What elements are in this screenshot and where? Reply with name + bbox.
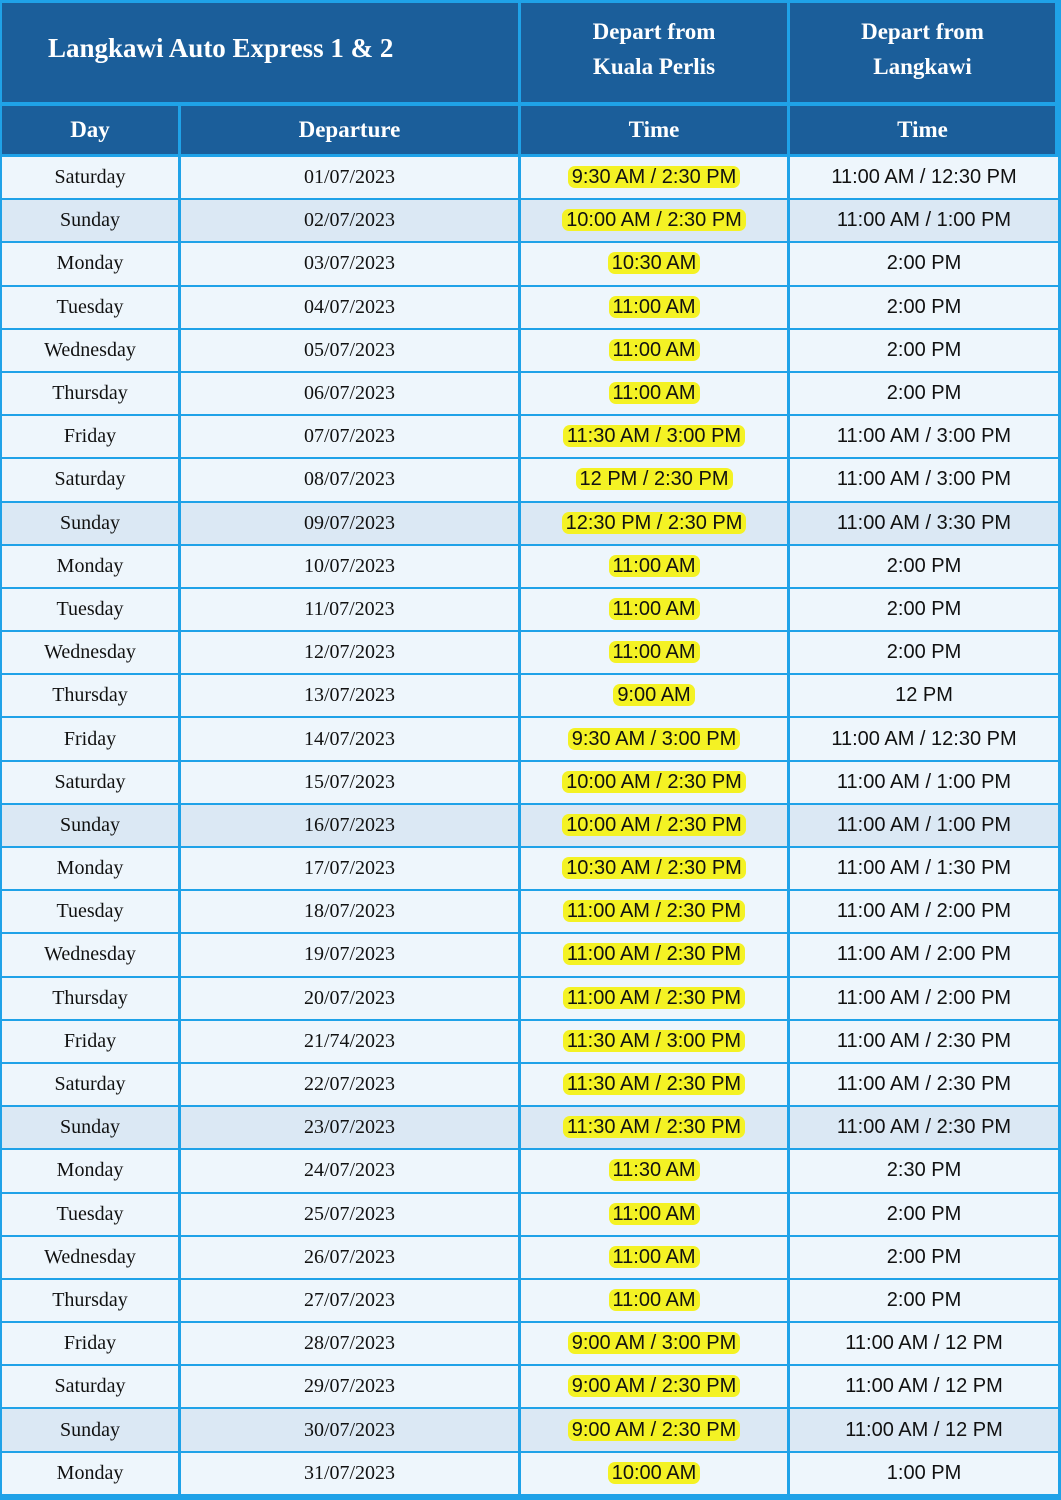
table-row	[2, 718, 1058, 761]
day-cell: Friday	[2, 1021, 181, 1064]
departure-date-cell: 16/07/2023	[181, 805, 521, 848]
kuala-perlis-time-cell	[521, 1453, 790, 1496]
day-cell: Saturday	[2, 1064, 181, 1107]
kuala-perlis-time-highlight: 11:30 AM / 3:00 PM	[563, 425, 745, 447]
day-cell: Monday	[2, 243, 181, 286]
kuala-perlis-time-highlight: 11:30 AM / 2:30 PM	[563, 1116, 745, 1138]
table-row	[2, 891, 1058, 934]
departure-date-cell: 02/07/2023	[181, 200, 521, 243]
departure-date-cell: 08/07/2023	[181, 459, 521, 502]
departure-date-cell: 20/07/2023	[181, 978, 521, 1021]
langkawi-time-cell: 11:00 AM / 2:00 PM	[790, 978, 1058, 1021]
departure-date-cell: 31/07/2023	[181, 1453, 521, 1496]
departure-date-cell: 01/07/2023	[181, 157, 521, 200]
kuala-perlis-time-cell	[521, 891, 790, 934]
departure-date-cell: 11/07/2023	[181, 589, 521, 632]
kuala-perlis-time-highlight: 11:00 AM / 2:30 PM	[563, 943, 745, 965]
kuala-perlis-time-cell	[521, 934, 790, 977]
table-row	[2, 1280, 1058, 1323]
langkawi-time-cell: 12 PM	[790, 675, 1058, 718]
depart-langkawi-heading	[790, 3, 1058, 106]
kuala-perlis-time-cell	[521, 373, 790, 416]
depart-kuala-perlis-line2: Kuala Perlis	[593, 53, 716, 79]
kuala-perlis-time-highlight: 10:00 AM / 2:30 PM	[562, 771, 746, 793]
day-cell: Wednesday	[2, 632, 181, 675]
day-cell: Friday	[2, 718, 181, 761]
kuala-perlis-time-cell	[521, 1021, 790, 1064]
departure-date-cell: 30/07/2023	[181, 1409, 521, 1452]
kuala-perlis-time-cell	[521, 1280, 790, 1323]
kuala-perlis-time-highlight: 11:00 AM	[609, 598, 700, 620]
kuala-perlis-time-highlight: 9:00 AM / 2:30 PM	[568, 1375, 741, 1397]
kuala-perlis-time-cell	[521, 1194, 790, 1237]
departure-date-cell: 26/07/2023	[181, 1237, 521, 1280]
departure-date-cell: 29/07/2023	[181, 1366, 521, 1409]
departure-date-cell: 13/07/2023	[181, 675, 521, 718]
langkawi-time-cell: 1:00 PM	[790, 1453, 1058, 1496]
departure-date-cell: 25/07/2023	[181, 1194, 521, 1237]
departure-date-cell: 06/07/2023	[181, 373, 521, 416]
kuala-perlis-time-cell	[521, 459, 790, 502]
column-header-time-langkawi: Time	[790, 106, 1058, 157]
departure-date-cell: 07/07/2023	[181, 416, 521, 459]
day-cell: Thursday	[2, 675, 181, 718]
day-cell: Sunday	[2, 503, 181, 546]
langkawi-time-cell: 2:00 PM	[790, 1280, 1058, 1323]
departure-date-cell: 15/07/2023	[181, 762, 521, 805]
langkawi-time-cell: 2:00 PM	[790, 1237, 1058, 1280]
langkawi-time-cell: 2:00 PM	[790, 546, 1058, 589]
day-cell: Saturday	[2, 157, 181, 200]
table-row	[2, 330, 1058, 373]
langkawi-time-cell: 2:00 PM	[790, 330, 1058, 373]
table-row	[2, 1107, 1058, 1150]
day-cell: Monday	[2, 1150, 181, 1193]
day-cell: Sunday	[2, 805, 181, 848]
day-cell: Sunday	[2, 1409, 181, 1452]
day-cell: Thursday	[2, 373, 181, 416]
departure-date-cell: 27/07/2023	[181, 1280, 521, 1323]
kuala-perlis-time-highlight: 11:00 AM	[609, 1289, 700, 1311]
table-row	[2, 503, 1058, 546]
table-row	[2, 546, 1058, 589]
kuala-perlis-time-highlight: 11:00 AM / 2:30 PM	[563, 987, 745, 1009]
depart-kuala-perlis-line1: Depart from	[592, 18, 716, 44]
langkawi-time-cell: 2:00 PM	[790, 589, 1058, 632]
langkawi-time-cell: 11:00 AM / 3:30 PM	[790, 503, 1058, 546]
langkawi-time-cell: 11:00 AM / 1:30 PM	[790, 848, 1058, 891]
kuala-perlis-time-highlight: 10:30 AM	[608, 252, 701, 274]
table-row	[2, 978, 1058, 1021]
departure-date-cell: 28/07/2023	[181, 1323, 521, 1366]
kuala-perlis-time-highlight: 11:00 AM	[609, 339, 700, 361]
langkawi-time-cell: 11:00 AM / 12 PM	[790, 1323, 1058, 1366]
langkawi-time-cell: 11:00 AM / 2:00 PM	[790, 891, 1058, 934]
table-row	[2, 1453, 1058, 1496]
day-cell: Monday	[2, 1453, 181, 1496]
langkawi-time-cell: 2:00 PM	[790, 632, 1058, 675]
langkawi-time-cell: 11:00 AM / 1:00 PM	[790, 762, 1058, 805]
kuala-perlis-time-highlight: 11:00 AM	[609, 296, 700, 318]
day-cell: Tuesday	[2, 287, 181, 330]
departure-date-cell: 09/07/2023	[181, 503, 521, 546]
column-header-time-kuala-perlis: Time	[521, 106, 790, 157]
day-cell: Wednesday	[2, 934, 181, 977]
kuala-perlis-time-highlight: 9:00 AM / 3:00 PM	[568, 1332, 741, 1354]
departure-date-cell: 24/07/2023	[181, 1150, 521, 1193]
kuala-perlis-time-cell	[521, 1107, 790, 1150]
langkawi-time-cell: 11:00 AM / 12 PM	[790, 1409, 1058, 1452]
table-row	[2, 459, 1058, 502]
day-cell: Thursday	[2, 978, 181, 1021]
departure-date-cell: 21/74/2023	[181, 1021, 521, 1064]
kuala-perlis-time-highlight: 10:30 AM / 2:30 PM	[562, 857, 746, 879]
table-row	[2, 589, 1058, 632]
kuala-perlis-time-highlight: 10:00 AM	[608, 1462, 701, 1484]
kuala-perlis-time-highlight: 11:30 AM / 2:30 PM	[563, 1073, 745, 1095]
kuala-perlis-time-highlight: 12 PM / 2:30 PM	[576, 468, 733, 490]
kuala-perlis-time-cell	[521, 675, 790, 718]
table-row	[2, 762, 1058, 805]
kuala-perlis-time-cell	[521, 1150, 790, 1193]
table-row	[2, 1194, 1058, 1237]
departure-date-cell: 14/07/2023	[181, 718, 521, 761]
day-cell: Sunday	[2, 1107, 181, 1150]
langkawi-time-cell: 11:00 AM / 1:00 PM	[790, 805, 1058, 848]
kuala-perlis-time-cell	[521, 632, 790, 675]
departure-date-cell: 05/07/2023	[181, 330, 521, 373]
departure-date-cell: 19/07/2023	[181, 934, 521, 977]
langkawi-time-cell: 11:00 AM / 12 PM	[790, 1366, 1058, 1409]
departure-date-cell: 10/07/2023	[181, 546, 521, 589]
departure-date-cell: 18/07/2023	[181, 891, 521, 934]
kuala-perlis-time-highlight: 9:30 AM / 3:00 PM	[568, 728, 741, 750]
table-row	[2, 805, 1058, 848]
kuala-perlis-time-cell	[521, 848, 790, 891]
langkawi-time-cell: 11:00 AM / 3:00 PM	[790, 459, 1058, 502]
table-title-row	[2, 3, 1058, 106]
departure-date-cell: 17/07/2023	[181, 848, 521, 891]
kuala-perlis-time-cell	[521, 589, 790, 632]
schedule-body	[2, 157, 1058, 1496]
departure-date-cell: 04/07/2023	[181, 287, 521, 330]
langkawi-time-cell: 11:00 AM / 2:30 PM	[790, 1021, 1058, 1064]
day-cell: Wednesday	[2, 1237, 181, 1280]
langkawi-time-cell: 11:00 AM / 2:00 PM	[790, 934, 1058, 977]
table-row	[2, 200, 1058, 243]
departure-date-cell: 22/07/2023	[181, 1064, 521, 1107]
kuala-perlis-time-highlight: 9:00 AM	[613, 684, 694, 706]
kuala-perlis-time-cell	[521, 243, 790, 286]
day-cell: Friday	[2, 1323, 181, 1366]
kuala-perlis-time-cell	[521, 503, 790, 546]
column-header-row	[2, 106, 1058, 157]
kuala-perlis-time-highlight: 11:30 AM / 3:00 PM	[563, 1030, 745, 1052]
kuala-perlis-time-cell	[521, 287, 790, 330]
kuala-perlis-time-highlight: 11:00 AM	[609, 555, 700, 577]
kuala-perlis-time-cell	[521, 1366, 790, 1409]
table-row	[2, 1237, 1058, 1280]
kuala-perlis-time-highlight: 11:30 AM	[609, 1159, 700, 1181]
table-row	[2, 1366, 1058, 1409]
kuala-perlis-time-highlight: 11:00 AM / 2:30 PM	[563, 900, 745, 922]
table-row	[2, 675, 1058, 718]
kuala-perlis-time-highlight: 9:00 AM / 2:30 PM	[568, 1419, 741, 1441]
table-row	[2, 934, 1058, 977]
day-cell: Monday	[2, 848, 181, 891]
table-row	[2, 1323, 1058, 1366]
kuala-perlis-time-cell	[521, 1409, 790, 1452]
table-row	[2, 1150, 1058, 1193]
table-row	[2, 1409, 1058, 1452]
langkawi-time-cell: 11:00 AM / 2:30 PM	[790, 1107, 1058, 1150]
table-row	[2, 287, 1058, 330]
kuala-perlis-time-cell	[521, 718, 790, 761]
departure-date-cell: 23/07/2023	[181, 1107, 521, 1150]
day-cell: Saturday	[2, 762, 181, 805]
kuala-perlis-time-cell	[521, 1323, 790, 1366]
kuala-perlis-time-cell	[521, 1064, 790, 1107]
kuala-perlis-time-cell	[521, 978, 790, 1021]
depart-langkawi-line2: Langkawi	[873, 53, 972, 79]
depart-langkawi-line1: Depart from	[861, 18, 984, 44]
schedule-title: Langkawi Auto Express 1 & 2	[2, 3, 521, 106]
kuala-perlis-time-cell	[521, 546, 790, 589]
langkawi-time-cell: 2:00 PM	[790, 1194, 1058, 1237]
kuala-perlis-time-cell	[521, 330, 790, 373]
kuala-perlis-time-highlight: 11:00 AM	[609, 1246, 700, 1268]
table-row	[2, 848, 1058, 891]
day-cell: Tuesday	[2, 589, 181, 632]
day-cell: Thursday	[2, 1280, 181, 1323]
langkawi-time-cell: 11:00 AM / 2:30 PM	[790, 1064, 1058, 1107]
kuala-perlis-time-cell	[521, 416, 790, 459]
table-row	[2, 1021, 1058, 1064]
table-row	[2, 243, 1058, 286]
kuala-perlis-time-cell	[521, 1237, 790, 1280]
kuala-perlis-time-cell	[521, 762, 790, 805]
langkawi-time-cell: 11:00 AM / 1:00 PM	[790, 200, 1058, 243]
column-header-departure: Departure	[181, 106, 521, 157]
kuala-perlis-time-highlight: 11:00 AM	[609, 641, 700, 663]
day-cell: Tuesday	[2, 891, 181, 934]
departure-date-cell: 12/07/2023	[181, 632, 521, 675]
table-row	[2, 632, 1058, 675]
day-cell: Monday	[2, 546, 181, 589]
table-row	[2, 157, 1058, 200]
kuala-perlis-time-highlight: 11:00 AM	[609, 382, 700, 404]
langkawi-time-cell: 11:00 AM / 3:00 PM	[790, 416, 1058, 459]
langkawi-time-cell: 2:00 PM	[790, 373, 1058, 416]
kuala-perlis-time-highlight: 9:30 AM / 2:30 PM	[568, 166, 741, 188]
day-cell: Wednesday	[2, 330, 181, 373]
table-row	[2, 416, 1058, 459]
day-cell: Saturday	[2, 1366, 181, 1409]
table-row	[2, 1064, 1058, 1107]
table-row	[2, 373, 1058, 416]
column-header-day: Day	[2, 106, 181, 157]
kuala-perlis-time-cell	[521, 200, 790, 243]
day-cell: Saturday	[2, 459, 181, 502]
langkawi-time-cell: 2:00 PM	[790, 287, 1058, 330]
langkawi-time-cell: 11:00 AM / 12:30 PM	[790, 718, 1058, 761]
departure-date-cell: 03/07/2023	[181, 243, 521, 286]
day-cell: Sunday	[2, 200, 181, 243]
ferry-schedule-table	[2, 3, 1058, 1496]
kuala-perlis-time-cell	[521, 157, 790, 200]
kuala-perlis-time-cell	[521, 805, 790, 848]
kuala-perlis-time-highlight: 12:30 PM / 2:30 PM	[562, 512, 747, 534]
kuala-perlis-time-highlight: 10:00 AM / 2:30 PM	[562, 814, 746, 836]
langkawi-time-cell: 11:00 AM / 12:30 PM	[790, 157, 1058, 200]
depart-kuala-perlis-heading	[521, 3, 790, 106]
kuala-perlis-time-highlight: 11:00 AM	[609, 1203, 700, 1225]
langkawi-time-cell: 2:00 PM	[790, 243, 1058, 286]
day-cell: Tuesday	[2, 1194, 181, 1237]
day-cell: Friday	[2, 416, 181, 459]
langkawi-time-cell: 2:30 PM	[790, 1150, 1058, 1193]
kuala-perlis-time-highlight: 10:00 AM / 2:30 PM	[562, 209, 746, 231]
